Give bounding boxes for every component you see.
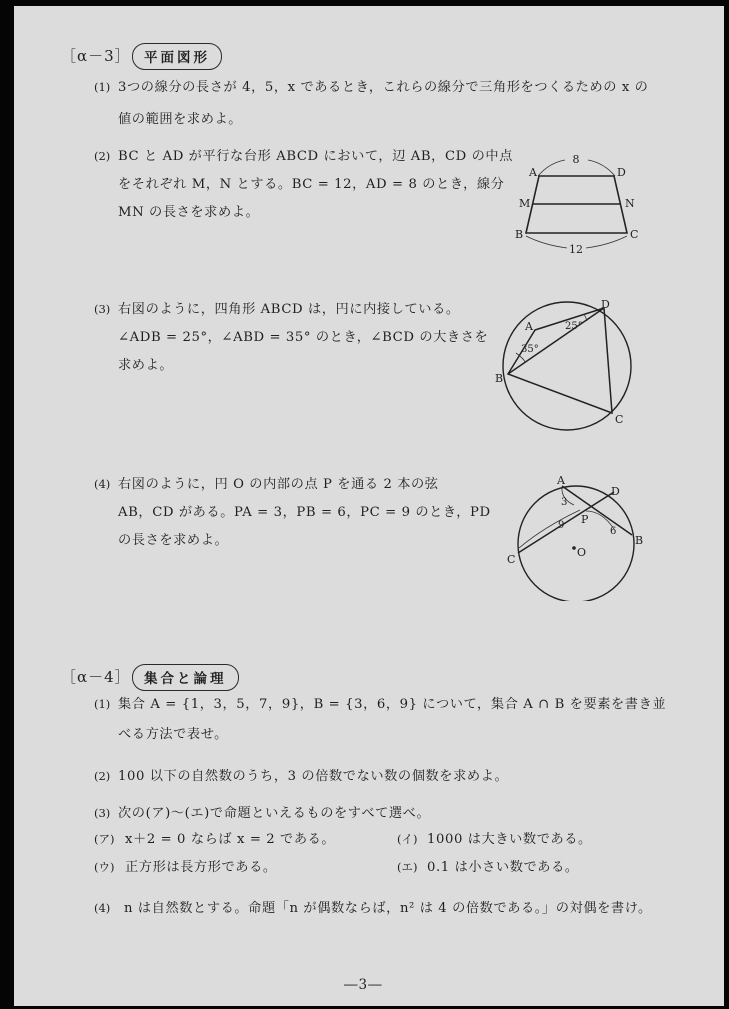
point-b-label: B: [635, 534, 644, 547]
intersecting-chords-figure: [504, 471, 654, 601]
problem-text: BC と AD が平行な台形 ABCD において，辺 AB，CD の中点: [118, 149, 513, 164]
problem-text: AB，CD がある。PA = 3，PB = 6，PC = 9 のとき，PD: [118, 505, 491, 520]
section-title: 平面図形: [132, 43, 222, 70]
problem-text: べる方法で表せ。: [118, 727, 228, 742]
problem-number: (2): [94, 769, 111, 783]
trapezoid-figure: [509, 146, 654, 258]
section-title: 集合と論理: [132, 664, 239, 691]
problem-number: (4): [94, 901, 111, 915]
page-number: ―3―: [344, 977, 383, 993]
pc-length-label: 9: [558, 520, 565, 531]
choice-text: 0.1 は小さい数である。: [427, 860, 579, 875]
vertex-d-label: D: [617, 166, 626, 179]
vertex-d-label: D: [601, 298, 610, 311]
vertex-c-label: C: [615, 413, 624, 426]
choice-mark: (エ): [397, 860, 418, 874]
vertex-a-label: A: [525, 320, 533, 333]
problem-text: 求めよ。: [118, 358, 174, 373]
problem-text: MN の長さを求めよ。: [118, 205, 260, 220]
problem-number: (4): [94, 477, 111, 491]
choice-text: 正方形は長方形である。: [125, 860, 277, 875]
choice-text: x＋2 = 0 ならば x = 2 である。: [125, 832, 336, 847]
pb-length-label: 6: [610, 526, 617, 537]
angle-adb-label: 25°: [565, 321, 583, 332]
problem-text: の長さを求めよ。: [118, 533, 229, 548]
problem-text: 次の(ア)～(エ)で命題といえるものをすべて選べ。: [118, 806, 431, 821]
problem-number: (3): [94, 302, 111, 316]
point-p-label: P: [581, 513, 589, 526]
vertex-b-label: B: [495, 372, 504, 385]
midpoint-n-label: N: [625, 197, 635, 210]
document-page: [14, 6, 724, 1006]
center-o-label: O: [577, 546, 587, 559]
problem-number: (2): [94, 149, 111, 163]
point-a-label: A: [557, 474, 565, 487]
problem-text: 100 以下の自然数のうち，3 の倍数でない数の個数を求めよ。: [118, 769, 509, 784]
choice-mark: (ウ): [94, 860, 115, 874]
problem-number: (1): [94, 697, 111, 711]
section-code: ［α－4］: [61, 668, 131, 686]
pa-length-label: 3: [561, 497, 568, 508]
section-code: ［α－3］: [61, 47, 131, 65]
problem-text: 右図のように，円 O の内部の点 P を通る 2 本の弦: [118, 477, 439, 492]
choice-text: 1000 は大きい数である。: [427, 832, 592, 847]
problem-text: 右図のように，四角形 ABCD は，円に内接している。: [118, 302, 460, 317]
problem-text: ∠ADB = 25°，∠ABD = 35° のとき，∠BCD の大きさを: [118, 330, 489, 345]
problem-text: をそれぞれ M，N とする。BC = 12，AD = 8 のとき，線分: [118, 177, 505, 192]
point-d-label: D: [611, 485, 620, 498]
vertex-b-label: B: [515, 228, 524, 241]
vertex-a-label: A: [529, 166, 537, 179]
top-length-label: 8: [572, 153, 580, 166]
midpoint-m-label: M: [519, 197, 531, 210]
angle-abd-label: 35°: [521, 344, 539, 355]
problem-text: 集合 A = {1，3，5，7，9}，B = {3，6，9} について，集合 A ∩ B を要素を書き並: [118, 697, 667, 712]
point-c-label: C: [507, 553, 516, 566]
choice-mark: (ア): [94, 832, 115, 846]
problem-text: n は自然数とする。命題「n が偶数ならば，n² は 4 の倍数である。」の対偶を書け。: [124, 901, 652, 916]
problem-number: (3): [94, 806, 111, 820]
choice-mark: (イ): [397, 832, 418, 846]
bottom-length-label: 12: [569, 243, 583, 256]
vertex-c-label: C: [630, 228, 639, 241]
problem-number: (1): [94, 80, 111, 94]
inscribed-quadrilateral-figure: [492, 296, 642, 431]
problem-text: 値の範囲を求めよ。: [118, 112, 243, 127]
problem-text: 3つの線分の長さが 4，5，x であるとき，これらの線分で三角形をつくるための x の: [118, 80, 649, 95]
